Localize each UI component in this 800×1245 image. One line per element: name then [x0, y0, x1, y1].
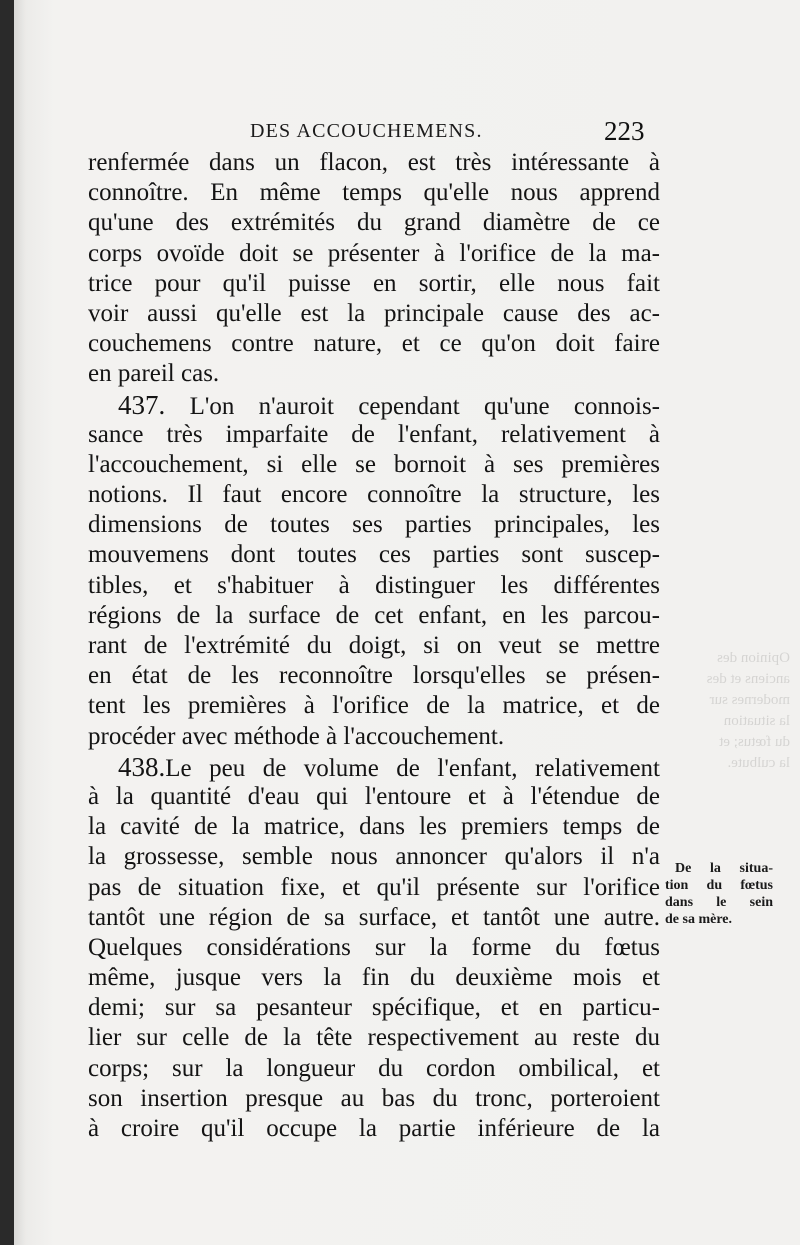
show-through-line: du fœtus; et	[719, 734, 790, 750]
book-page	[14, 0, 800, 1245]
text-line: la cavité de la matrice, dans les premiers temps de	[88, 813, 660, 841]
text-line: en pareil cas.	[88, 360, 220, 388]
running-title: DES ACCOUCHEMENS.	[250, 120, 483, 142]
text-line: pas de situation fixe, et qu'il présente sur l'orifice	[88, 873, 660, 901]
page-header	[14, 118, 800, 148]
text-line: rant de l'extrémité du doigt, si on veut se mettre	[88, 632, 660, 659]
page-number: 223	[604, 116, 645, 146]
margin-note	[665, 860, 773, 928]
paragraph-number: 438.	[118, 751, 166, 782]
text-line: demi; sur sa pesanteur spécifique, et en particu-	[88, 994, 660, 1022]
body-text	[88, 148, 660, 1144]
text-line: mouvemens dont toutes ces parties sont suscep-	[88, 541, 660, 569]
text-line: lier sur celle de la tête respectivement au reste du	[88, 1024, 660, 1052]
show-through-line: la situation	[723, 713, 790, 729]
margin-note-line: tion du fœtus	[665, 878, 773, 893]
text-line: sance très imparfaite de l'enfant, relativement à	[88, 420, 660, 448]
text-line: dimensions de toutes ses parties principales, les	[88, 511, 660, 539]
margin-note-line: dans le sein	[665, 895, 773, 910]
paragraph-number: 437.	[118, 389, 166, 420]
text-line: à croire qu'il occupe la partie inférieure de la	[88, 1115, 660, 1142]
show-through-text	[690, 648, 790, 774]
show-through-line: anciens et des	[706, 671, 790, 687]
text-line: corps ovoïde doit se présenter à l'orifice de la ma-	[88, 239, 660, 267]
text-line: son insertion presque au bas du tronc, porteroient	[88, 1084, 660, 1112]
show-through-line: modernes sur	[709, 692, 790, 708]
text-line: qu'une des extrémités du grand diamètre de ce	[88, 209, 660, 237]
text-line: couchemens contre nature, et ce qu'on doit faire	[88, 330, 660, 358]
text-line: la grossesse, semble nous annoncer qu'alors il n'a	[88, 843, 660, 871]
paragraph-text: L'on n'auroit cependant qu'une connois-	[189, 392, 660, 420]
show-through-line: Opinion des	[717, 650, 790, 666]
text-line: connoître. En même temps qu'elle nous apprend	[88, 179, 660, 207]
text-line: tent les premières à l'orifice de la matrice, et de	[88, 692, 660, 720]
paragraph-437-first-line	[88, 390, 660, 420]
text-line: tibles, et s'habituer à distinguer les différentes	[88, 571, 660, 599]
text-line: corps; sur la longueur du cordon ombilical, et	[88, 1054, 660, 1082]
text-line: notions. Il faut encore connoître la structure, les	[88, 481, 660, 509]
paragraph-438-first-line	[88, 752, 660, 782]
text-line: procéder avec méthode à l'accouchement.	[88, 722, 505, 750]
margin-note-line: de sa mère.	[665, 912, 732, 927]
text-line: renfermée dans un flacon, est très intéressante à	[88, 149, 660, 176]
text-line: voir aussi qu'elle est la principale cause des ac-	[88, 299, 660, 327]
text-line: même, jusque vers la fin du deuxième mois et	[88, 964, 660, 992]
text-line: tantôt une région de sa surface, et tantôt une autre.	[88, 903, 660, 931]
text-line: trice pour qu'il puisse en sortir, elle nous fait	[88, 269, 660, 297]
text-line: Quelques considérations sur la forme du fœtus	[88, 933, 660, 961]
text-line: à la quantité d'eau qui l'entoure et à l'étendue de	[88, 782, 660, 810]
show-through-line: la culbute.	[727, 755, 790, 771]
text-line: en état de les reconnoître lorsqu'elles se présen-	[88, 662, 660, 690]
text-line: l'accouchement, si elle se bornoit à ses premières	[88, 450, 660, 478]
margin-note-line: De la situa-	[675, 861, 773, 876]
text-line: régions de la surface de cet enfant, en les parcou-	[88, 601, 660, 629]
paragraph-text: Le peu de volume de l'enfant, relativement	[165, 754, 660, 782]
